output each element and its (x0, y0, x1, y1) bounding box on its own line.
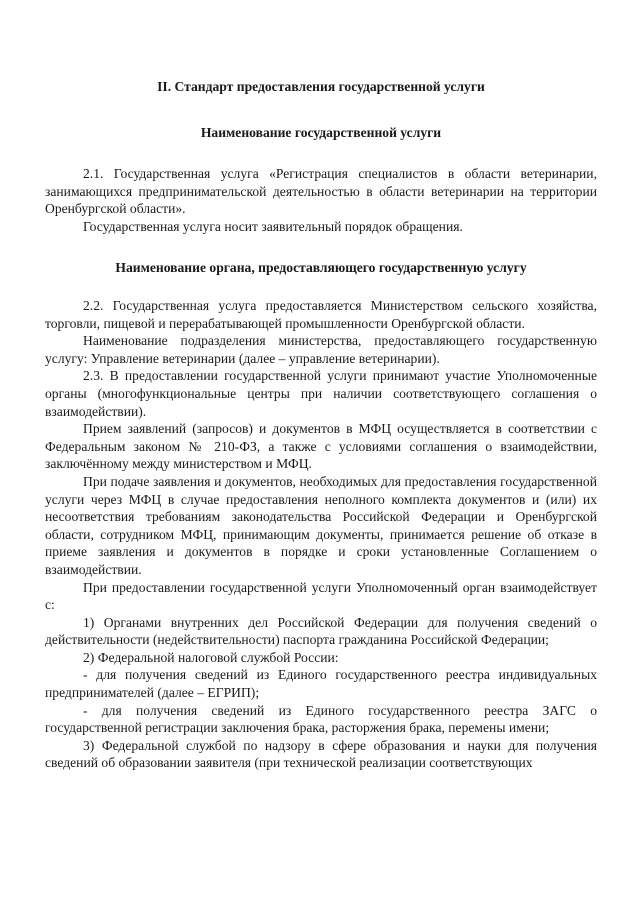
subsection-2-body (45, 297, 597, 772)
list-item: 1) Органами внутренних дел Российской Федерации для получения сведений о действительности (недействительности) паспорта гражданина Российской Федерации; (45, 614, 597, 648)
list-item: 2) Федеральной налоговой службой России: (83, 649, 339, 665)
subsection-1-body (45, 165, 597, 235)
paragraph: 2.2. Государственная услуга предоставляется Министерством сельского хозяйства, торговли, пищевой и перерабатывающей промышленности Оренбургской области. (45, 298, 597, 331)
paragraph: При подаче заявления и документов, необходимых для предоставления государственной услуги через МФЦ в случае предоставления неполного комплекта документов и (или) их несоответствия требованиям законодательства Российской Федерации и Оренбургской области, сотрудником МФЦ, принимающим документы, принимается решение об отказе в приеме заявления и документов в порядке и сроки установленные Соглашением о взаимодействии. (45, 473, 597, 577)
list-item: - для получения сведений из Единого государственного реестра ЗАГС о государственной регистрации заключения брака, расторжения брака, перемены имени; (45, 702, 597, 736)
subsection-title-service-name: Наименование государственной услуги (200, 125, 442, 140)
paragraph: При предоставлении государственной услуги Уполномоченный орган взаимодействует с: (45, 579, 597, 613)
paragraph: 2.3. В предоставлении государственной услуги принимают участие Уполномоченные органы (многофункциональные центры при наличии соответствующего соглашения о взаимодействии). (45, 368, 597, 419)
section-title: II. Стандарт предоставления государственной услуги (157, 79, 485, 94)
paragraph: Прием заявлений (запросов) и документов в МФЦ осуществляется в соответствии с Федеральным законом № 210-ФЗ, а также с условиями соглашения о взаимодействии, заключённому между министерством и МФЦ. (45, 421, 597, 472)
list-item: - для получения сведений из Единого государственного реестра индивидуальных предпринимателей (далее – ЕГРИП); (45, 667, 597, 701)
paragraph: Государственная услуга носит заявительный порядок обращения. (83, 218, 463, 234)
paragraph: Наименование подразделения министерства, предоставляющего государственную услугу: Управление ветеринарии (далее – управление ветеринарии). (45, 333, 597, 366)
paragraph: 2.1. Государственная услуга «Регистрация специалистов в области ветеринарии, занимающихся предпринимательской деятельностью в области ветеринарии на территории Оренбургской области». (45, 166, 597, 217)
list-item: 3) Федеральной службой по надзору в сфере образования и науки для получения сведений об образовании заявителя (при технической реализации соответствующих (45, 737, 597, 771)
subsection-title-authority: Наименование органа, предоставляющего государственную услугу (115, 260, 527, 275)
